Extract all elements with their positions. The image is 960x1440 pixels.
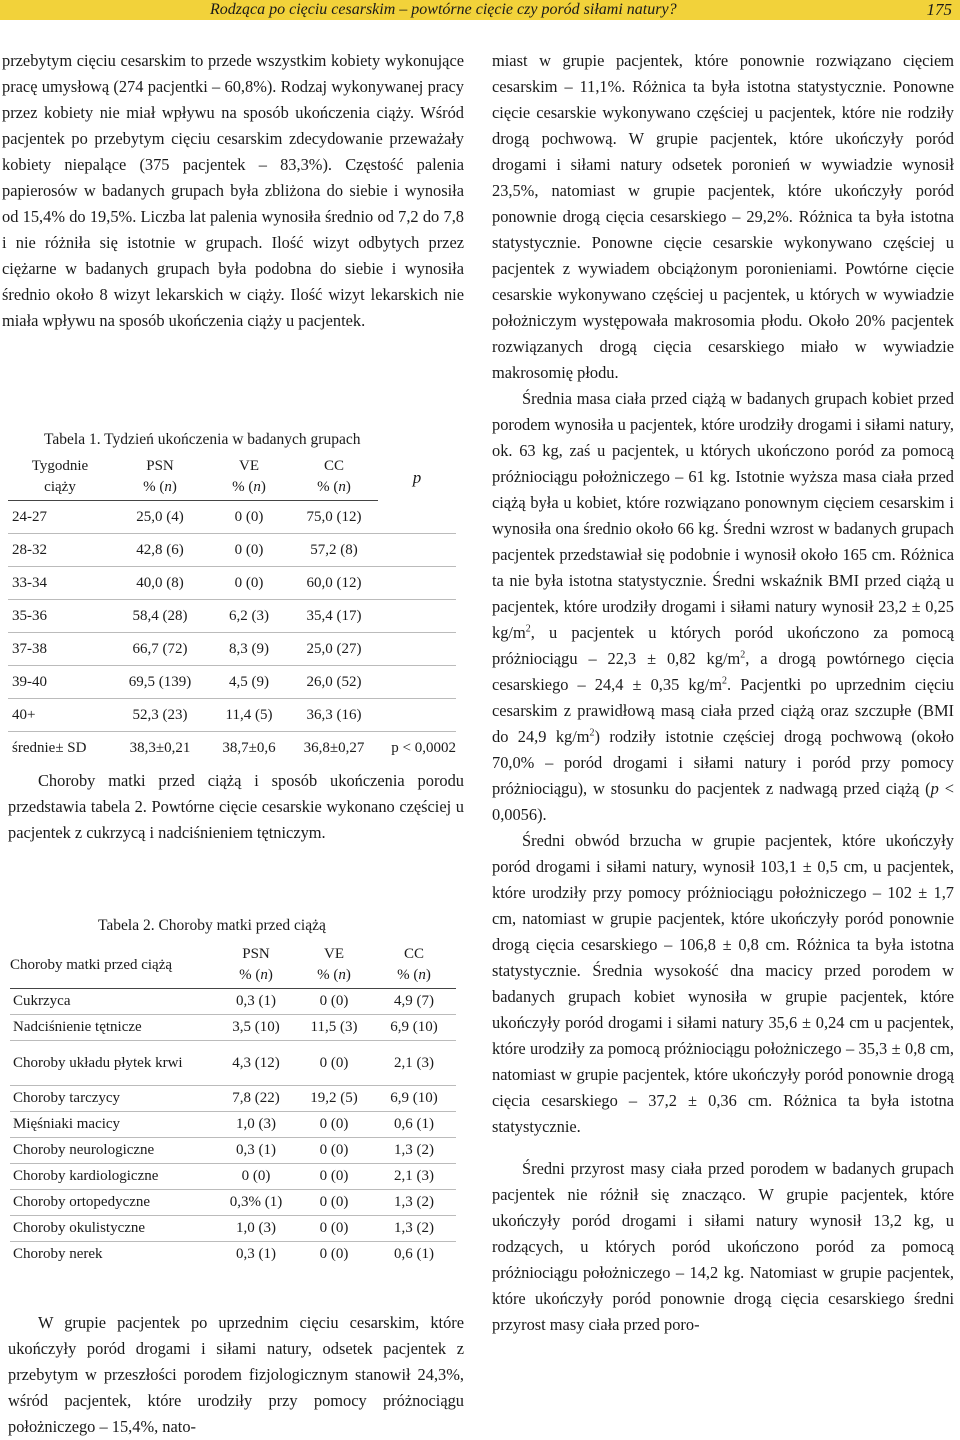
table1-cell-psn: 42,8 (6) (112, 534, 208, 567)
table1-header-cc-l2 (290, 477, 378, 498)
t2-unit-n: n (418, 967, 426, 983)
table2-cell-psn: 3,5 (10) (216, 1015, 296, 1041)
table1-cell-psn: 69,5 (139) (112, 666, 208, 699)
table2-cell-psn: 7,8 (22) (216, 1086, 296, 1112)
table1-row (8, 600, 456, 633)
table2-cell-ve: 0 (0) (296, 1190, 372, 1216)
table1-cell-cc: 57,2 (8) (290, 534, 378, 567)
table1-cell-cc: 36,3 (16) (290, 699, 378, 732)
table1-cell-week: 37-38 (8, 633, 112, 666)
t1-unit-n: n (253, 479, 261, 495)
left-column-bottom (8, 1310, 464, 1440)
table1-cell-week: 40+ (8, 699, 112, 732)
table2-cell-cc: 1,3 (2) (372, 1216, 456, 1242)
table1-cell-week: 24-27 (8, 501, 112, 534)
table2-row (10, 989, 456, 1015)
table1-cell-ve: 11,4 (5) (208, 699, 290, 732)
table1-cell-psn: 66,7 (72) (112, 633, 208, 666)
table1-cell-cc: 25,0 (27) (290, 633, 378, 666)
table2-cell-psn: 0,3 (1) (216, 1138, 296, 1164)
table2-cell-disease: Choroby neurologiczne (10, 1138, 216, 1164)
t2-unit-close: ) (425, 967, 431, 983)
table1-header-weeks-l1: Tygodnie (31, 458, 89, 474)
table1 (8, 456, 456, 764)
bmi-text-c: , a drogą powtórnego cięcia cesarskiego – 24,4 ± 0,35 kg/m (492, 649, 954, 694)
table2-cell-cc: 6,9 (10) (372, 1015, 456, 1041)
table2-cell-psn: 1,0 (3) (216, 1216, 296, 1242)
t1-unit-close: ) (260, 479, 266, 495)
table1-cell-p: p < 0,0002 (391, 739, 456, 756)
bmi-text-e: ) rodziły istotnie częściej drogą pochwową (około 70,0% – poród drogami i siłami natury i poród przy pomocy próżniociągu), w stosunku do pacjentek z nadwagą przed ciążą ( (492, 727, 954, 798)
sup-2a: 2 (525, 623, 531, 635)
table1-row (8, 501, 456, 534)
table2-cell-ve: 11,5 (3) (296, 1015, 372, 1041)
table2-cell-ve: 0 (0) (319, 1246, 349, 1262)
table1-cell-week: 35-36 (8, 600, 112, 633)
table1-cell-week: 33-34 (8, 567, 112, 600)
table1-cell-week: 39-40 (8, 666, 112, 699)
table2-row (10, 1164, 456, 1190)
table1-cell-cc: 60,0 (12) (290, 567, 378, 600)
table2-cell-ve: 0 (0) (296, 989, 372, 1015)
table1-cell-p (378, 699, 456, 732)
table1-cell-ve: 4,5 (9) (208, 666, 290, 699)
t1-unit-n: n (164, 479, 172, 495)
t2-unit-n: n (338, 967, 346, 983)
table1-cell-p (378, 534, 456, 567)
paragraph-left-1: przebytym cięciu cesarskim to przede wszystkim kobiety wykonujące pracę umysłową (274 pacjentki – 60,8%). Rodzaj wykonywanej pracy przez kobiety nie miał wpływu na sposób ukończenia ciąży. Wśród pacjentek po przebytym cięciu cesarskim zdecydowanie przeważały kobiety niepalące (375 pacjentek – 83,3%). Częstość palenia papierosów w badanych grupach była zbliżona do siebie i wynosiła od 15,4% do 19,5%. Liczba lat palenia wynosiła średnio od 7,2 do 7,8 i nie różniła się istotnie w grupach. Ilość wizyt odbytych przez ciężarne w badanych grupach była podobna do siebie i wynosiła średnio około 8 wizyt lekarskich w ciąży. Ilość wizyt lekarskich nie miała wpływu na sposób ukończenia ciąży u pacjentek. (2, 51, 464, 330)
table2-cell-disease: Choroby układu płytek krwi (10, 1041, 216, 1086)
bmi-text-b: , u pacjentek u których poród ukończono za pomocą próżniociągu – 22,3 ± 0,82 kg/m (492, 623, 954, 668)
table1-cell-week: średnie± SD (12, 739, 87, 756)
paragraph-left-2: Choroby matki przed ciążą i sposób ukończenia porodu przedstawia tabela 2. Powtórne cięcie cesarskie wykonano częściej u pacjentek z cukrzycą i nadciśnieniem tętniczym. (8, 771, 464, 842)
table2-header-ve (296, 944, 372, 989)
table2-cell-ve: 0 (0) (296, 1041, 372, 1086)
table1-header-ve-l2 (208, 477, 290, 498)
table2-header-cc (372, 944, 456, 989)
table1-header-psn-l1: PSN (146, 458, 174, 474)
table2-cell-disease: Choroby tarczycy (10, 1086, 216, 1112)
t2-unit-close: ) (267, 967, 273, 983)
table2-cell-disease: Cukrzyca (10, 989, 216, 1015)
table1-cell-p (378, 633, 456, 666)
paragraph-left-3: W grupie pacjentek po uprzednim cięciu cesarskim, które ukończyły poród drogami i siłami natury, odsetek pacjentek z przebytym w przeszłości porodem fizjologicznym stanowił 24,3%, wśród pacjentek, które urodziły przy pomocy próżnociągu położniczego – 15,4%, nato- (8, 1313, 464, 1436)
table1-cell-ve: 8,3 (9) (208, 633, 290, 666)
t1-unit-n: n (338, 479, 346, 495)
table2-cell-psn: 1,0 (3) (216, 1112, 296, 1138)
table2-cell-disease: Choroby okulistyczne (10, 1216, 216, 1242)
t1-unit-close: ) (171, 479, 177, 495)
table1-row (8, 666, 456, 699)
table1-cell-ve: 0 (0) (208, 567, 290, 600)
table2-cell-disease: Nadciśnienie tętnicze (10, 1015, 216, 1041)
table1-header-psn-l2 (112, 477, 208, 498)
table2-header-cc-l1: CC (403, 946, 424, 962)
table1-header-ve-l1: VE (239, 458, 259, 474)
table1-cell-ve: 0 (0) (208, 534, 290, 567)
t2-unit-pct: % ( (317, 967, 339, 983)
table1-header-row (8, 456, 456, 501)
table2-cell-psn: 4,3 (12) (216, 1041, 296, 1086)
table2-cell-psn: 0,3 (1) (216, 989, 296, 1015)
table2-cell-cc: 1,3 (2) (372, 1190, 456, 1216)
paragraph-right-4: Średni przyrost masy ciała przed porodem w badanych grupach pacjentek nie różnił się znacząco. W grupie pacjentek, które ukończyły poród drogami i siłami natury wynosił 13,2 kg, u rodzących, u których poród ukończono poród za pomocą próżniociągu położniczego – 14,2 kg. Natomiast w grupie pacjentek, które ukończyły poród ponownie drogą cięcia cesarskiego średni przyrost masy ciała przed poro- (492, 1159, 954, 1334)
table1-row (8, 534, 456, 567)
paragraph-right-2 (492, 386, 954, 828)
bmi-text-a: Średnia masa ciała przed ciążą w badanych grupach kobiet przed porodem wynosiła u pacjentek, które urodziły drogami i siłami natury, ok. 63 kg, zaś u pacjentek, u których ukończono poród za pomocą próżniociągu położniczego – 61 kg. Istotnie wyższa masa ciała przed ciążą była u kobiet, które rozwiązano ponownym cięciem cesarskim i wynosiła ona średnio około 66 kg. Średni wzrost w badanych grupach pacjentek przedstawiał się podobnie i wynosił około 165 cm. Różnica ta nie była istotna statystycznie. Średni wskaźnik BMI przed ciążą u pacjentek, które urodziły drogami i siłami natury wynosił 23,2 ± 0,25 kg/m (492, 389, 954, 642)
table2-row (10, 1041, 456, 1086)
table1-header-cc-l1: CC (323, 458, 344, 474)
table2-header-cc-l2 (372, 965, 456, 986)
table2-row (10, 1216, 456, 1242)
t2-unit-pct: % ( (397, 967, 419, 983)
table1-cell-cc: 75,0 (12) (290, 501, 378, 534)
table1-cell-psn: 58,4 (28) (112, 600, 208, 633)
table1-row (8, 567, 456, 600)
table1-body (8, 501, 456, 765)
table2-header-ve-l1: VE (324, 946, 344, 962)
page-number: 175 (926, 0, 952, 19)
t1-unit-pct: % ( (232, 479, 254, 495)
table2-cell-cc: 2,1 (3) (372, 1041, 456, 1086)
table2-caption: Tabela 2. Choroby matki przed ciążą (98, 917, 326, 934)
sup-2c: 2 (722, 675, 728, 687)
running-title: Rodząca po cięciu cesarskim – powtórne cięcie czy poród siłami natury? (210, 1, 677, 18)
paragraph-right-3: Średni obwód brzucha w grupie pacjentek, które ukończyły poród drogami i siłami natury, wynosił 103,1 ± 0,5 cm, u pacjentek, które urodziły przy pomocy próżniociągu położniczego – 102 ± 1,7 cm, natomiast w grupie pacjentek, które ukończyły poród ponownie drogą cięcia cesarskiego – 106,8 ± 0,8 cm. Różnica ta była istotna statystycznie. Średnia wysokość dna macicy przed porodem w badanych grupach kobiet wynosiła w grupie pacjentek, które ukończyły poród drogami i siłami natury 35,6 ± 0,24 cm u pacjentek, które urodziły za pomocą próżniociągu położniczego – 35,3 ± 0,8 cm, natomiast w grupie pacjentek, które ukończyły poród ponownie drogą cięcia cesarskiego – 37,2 ± 0,36 cm. Różnica ta była istotna statystycznie. (492, 831, 954, 1136)
table2-cell-cc: 4,9 (7) (372, 989, 456, 1015)
table2-cell-ve: 0 (0) (296, 1216, 372, 1242)
table2-cell-psn: 0,3 (1) (236, 1246, 276, 1262)
p-value-symbol: p (930, 779, 939, 798)
sup-2d: 2 (589, 727, 595, 739)
bmi-text-f: < 0,0056). (492, 779, 954, 824)
table1-cell-p (378, 666, 456, 699)
table1-cell-cc: 26,0 (52) (290, 666, 378, 699)
table2-row (10, 1112, 456, 1138)
t2-unit-close: ) (345, 967, 351, 983)
table1-cell-psn: 52,3 (23) (112, 699, 208, 732)
t1-unit-pct: % ( (317, 479, 339, 495)
table2-cell-cc: 6,9 (10) (372, 1086, 456, 1112)
table1-row (8, 633, 456, 666)
table2-cell-psn: 0 (0) (216, 1164, 296, 1190)
table2-header-disease: Choroby matki przed ciążą (10, 944, 216, 989)
sup-2b: 2 (740, 649, 746, 661)
table1-row (8, 699, 456, 732)
table1-cell-ve: 38,7±0,6 (222, 739, 276, 756)
left-column-top (2, 48, 464, 334)
table2-cell-disease: Choroby ortopedyczne (10, 1190, 216, 1216)
table1-cell-week: 28-32 (8, 534, 112, 567)
table1-header-weeks (8, 456, 112, 501)
table1-cell-p (378, 600, 456, 633)
table1-cell-psn: 25,0 (4) (112, 501, 208, 534)
table2-row (10, 1138, 456, 1164)
table2-row (10, 1190, 456, 1216)
table2-cell-ve: 0 (0) (296, 1164, 372, 1190)
table1-header-weeks-l2: ciąży (44, 479, 76, 495)
table2-cell-psn: 0,3% (1) (216, 1190, 296, 1216)
table1-caption: Tabela 1. Tydzień ukończenia w badanych grupach (44, 431, 361, 448)
table2-cell-disease: Mięśniaki macicy (10, 1112, 216, 1138)
table1-header-ve (208, 456, 290, 501)
table2 (10, 944, 456, 1267)
table2-row (10, 1242, 456, 1268)
table2-header-psn-l1: PSN (242, 946, 270, 962)
table1-header-p: p (412, 467, 422, 487)
table2-cell-cc: 0,6 (1) (394, 1246, 434, 1262)
table2-cell-ve: 0 (0) (296, 1112, 372, 1138)
table2-header-ve-l2 (296, 965, 372, 986)
table2-cell-cc: 2,1 (3) (372, 1164, 456, 1190)
table1-cell-psn: 38,3±0,21 (129, 739, 191, 756)
table1-header-psn (112, 456, 208, 501)
table2-row (10, 1015, 456, 1041)
table1-cell-cc: 35,4 (17) (290, 600, 378, 633)
table2-cell-cc: 1,3 (2) (372, 1138, 456, 1164)
table2-header-row (10, 944, 456, 989)
paragraph-right-1: miast w grupie pacjentek, które ponownie rozwiązano cięciem cesarskim – 11,1%. Różnica ta była istotna statystycznie. Ponowne cięcie cesarskie wykonywano częściej u pacjentek, które nie rodziły drogą pochwową. W grupie pacjentek, które ukończyły poród drogami i siłami natury odsetek poronień w wywiadzie wynosił 23,5%, natomiast w grupie pacjentek, które ukończyły poród ponownie drogą cięcia cesarskiego – 29,2%. Różnica ta była istotna statystycznie. Ponowne cięcie cesarskie wykonywano częściej u pacjentek z wywiadem obciążonym poronieniami. Powtórne cięcie cesarskie wykonywano częściej u pacjentek, u których w wywiadzie położniczym występowała makrosomia płodu. Około 20% pacjentek rozwiązanych drogą cięcia cesarskiego miało w wywiadzie makrosomię płodu. (492, 51, 954, 382)
table1-cell-psn: 40,0 (8) (112, 567, 208, 600)
table2-body (10, 989, 456, 1268)
table1-cell-cc: 36,8±0,27 (303, 739, 365, 756)
left-column-middle (8, 768, 464, 846)
t2-unit-pct: % ( (239, 967, 261, 983)
table2-cell-ve: 19,2 (5) (296, 1086, 372, 1112)
table1-cell-p (378, 567, 456, 600)
table2-row (10, 1086, 456, 1112)
table2-cell-disease: Choroby nerek (13, 1246, 103, 1262)
t1-unit-pct: % ( (143, 479, 165, 495)
t1-unit-close: ) (345, 479, 351, 495)
table1-row (8, 732, 456, 765)
table2-header-psn (216, 944, 296, 989)
table1-cell-ve: 0 (0) (208, 501, 290, 534)
table1-cell-p (378, 501, 456, 534)
right-column (492, 48, 954, 1338)
table2-cell-ve: 0 (0) (296, 1138, 372, 1164)
t2-unit-n: n (260, 967, 268, 983)
table2-cell-disease: Choroby kardiologiczne (10, 1164, 216, 1190)
bmi-text-d: . Pacjentki po uprzednim cięciu cesarskim z prawidłową masą ciała przed ciążą oraz szczupłe (BMI do 24,9 kg/m (492, 675, 954, 746)
table2-cell-cc: 0,6 (1) (372, 1112, 456, 1138)
table2-header-psn-l2 (216, 965, 296, 986)
table1-cell-ve: 6,2 (3) (208, 600, 290, 633)
table1-header-cc (290, 456, 378, 501)
